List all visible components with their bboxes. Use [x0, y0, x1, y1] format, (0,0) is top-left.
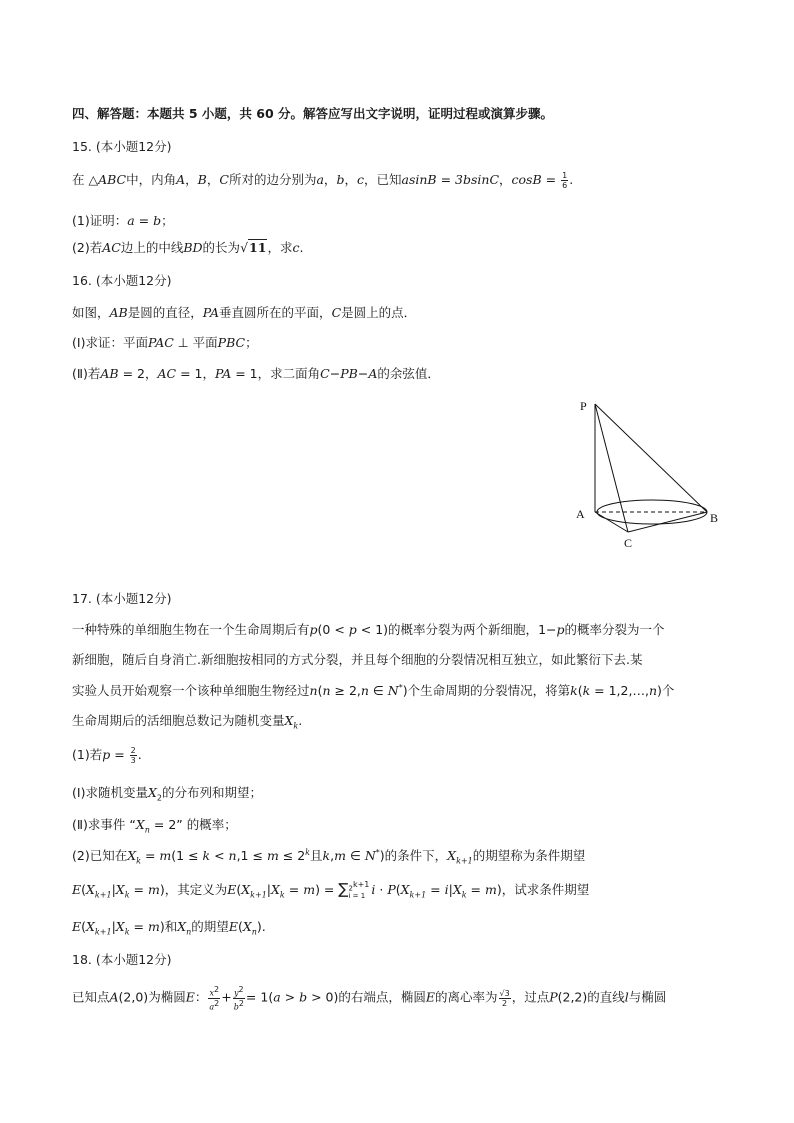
q17-part2-ask: $E(X_{k+1}|X_k = m)$和$X_n$的期望$E(X_n)$. [72, 919, 266, 937]
label-c: C [624, 536, 633, 550]
q17-header: 17. (本小题12分) [72, 591, 172, 606]
q17-part2-def: $E(X_{k+1}|X_k = m)$，其定义为$E(X_{k+1}|X_k = m)$ = ∑ $2^{k+1}$ i = 1 $i \cdot P(X_{k+1} = i|X_k = m)$，试求条件期望 [72, 879, 590, 901]
q16-geometry-figure [570, 392, 730, 554]
q16-part1: (Ⅰ)求证：平面PAC ⊥ 平面PBC； [72, 335, 258, 350]
q15-header: 15. (本小题12分) [72, 139, 172, 154]
q17-line2: 新细胞，随后自身消亡.新细胞按相同的方式分裂，并且每个细胞的分裂情况相互独立，如此繁衍下去.某 [72, 652, 643, 667]
q16-stem: 如图，AB是圆的直径，PA垂直圆所在的平面，C是圆上的点． [72, 305, 417, 320]
q16-part2: (Ⅱ)若AB = 2，AC = 1，PA = 1，求二面角C−PB−A的余弦值． [72, 366, 440, 381]
label-b: B [710, 511, 719, 525]
q17-line4: 生命周期后的活细胞总数记为随机变量$X_k$. [72, 713, 303, 731]
q15-part2: (2)若AC边上的中线BD的长为√11，求c. [72, 240, 304, 255]
edge-pc [595, 404, 628, 532]
q15-stem: 在 △ABC中，内角A，B，C所对的边分别为a，b，c，已知asinB = 3bsinC，cosB = $\frac{1}{6}$ . [72, 171, 574, 190]
q17-part1: (1)若p = $\frac{2}{3}$ . [72, 746, 142, 765]
q17-part1-i: (Ⅰ)求随机变量$X_2$的分布列和期望； [72, 785, 262, 803]
q16-header: 16. (本小题12分) [72, 273, 172, 288]
section-title: 四、解答题：本题共 5 小题，共 60 分。解答应写出文字说明，证明过程或演算步骤。 [72, 106, 554, 121]
edge-cb [628, 512, 707, 532]
edge-pb [595, 404, 707, 512]
label-p: P [580, 399, 587, 413]
q17-line1: 一种特殊的单细胞生物在一个生命周期后有p(0 < p < 1)的概率分裂为两个新细胞，1−p的概率分裂为一个 [72, 622, 665, 637]
q18-line1: 已知点A(2,0)为椭圆E： $\frac{x^2}{a^2}$ + $\frac{y^2}{b^2}$ = 1(a > b > 0)的右端点，椭圆E的离心率为 $\frac{√3}{2}$ ，过点P(2,2)的直线l与椭圆 [72, 985, 667, 1012]
label-a: A [576, 507, 585, 521]
q15-part1: (1)证明：a = b； [72, 213, 174, 228]
q17-part2: (2)已知在$X_k = m(1 \le k < n,1 \le m \le 2^k$且k,m ∈ N*)的条件下，$X_{k+1}$的期望称为条件期望 [72, 847, 586, 866]
q17-part1-ii: (Ⅱ)求事件 “$X_n = 2$” 的概率； [72, 817, 237, 835]
q18-header: 18. (本小题12分) [72, 952, 172, 967]
q17-line3: 实验人员开始观察一个该种单细胞生物经过n(n ≥ 2,n ∈ N*)个生命周期的分裂情况，将第k(k = 1,2,…,n)个 [72, 682, 675, 698]
